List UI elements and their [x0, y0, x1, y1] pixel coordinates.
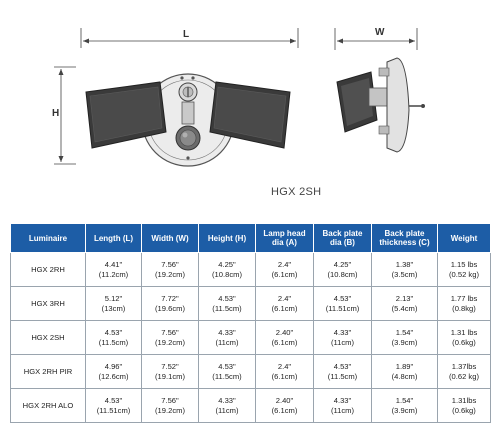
cell-metric-value: (0.6kg)	[452, 337, 476, 347]
spec-cell	[86, 389, 142, 423]
spec-cell	[372, 287, 438, 321]
spec-cell	[199, 287, 256, 321]
cell-metric-value: (11.5cm)	[98, 337, 129, 347]
cell-metric-value: (6.1cm)	[271, 269, 298, 279]
cell-metric-value: (4.8cm)	[391, 371, 418, 381]
cell-metric-value: (0.52 kg)	[449, 269, 479, 279]
column-header-text: Back plate	[384, 229, 425, 238]
column-header	[11, 224, 86, 253]
cell-value: 2.40"	[275, 395, 294, 405]
spec-cell	[86, 287, 142, 321]
spec-cell	[142, 287, 199, 321]
cell-metric-value: (6.1cm)	[271, 303, 298, 313]
height-label: H	[52, 108, 60, 119]
cell-metric-value: (10.8cm)	[327, 269, 358, 279]
cell-metric-value: (3.5cm)	[391, 269, 418, 279]
front-view-drawing	[48, 20, 308, 195]
spec-cell	[438, 287, 491, 321]
spec-cell	[314, 287, 372, 321]
table-row	[11, 355, 491, 389]
column-header	[142, 224, 199, 253]
column-header	[256, 224, 314, 253]
table-header-row	[11, 224, 491, 253]
cell-value: 4.33"	[333, 327, 352, 337]
spec-cell	[142, 355, 199, 389]
spec-cell	[256, 389, 314, 423]
cell-metric-value: (0.6kg)	[452, 405, 476, 415]
cell-value: 4.53"	[218, 361, 236, 371]
width-label: W	[375, 27, 385, 38]
cell-value: 2.13"	[395, 293, 414, 303]
column-header-text: dia (B)	[330, 238, 355, 247]
cell-metric-value: (11.2cm)	[98, 269, 129, 279]
cell-value: 4.41"	[104, 259, 123, 269]
cell-value: 7.56"	[161, 259, 179, 269]
cell-metric-value: (11cm)	[330, 337, 355, 347]
cell-metric-value: (0.8kg)	[452, 303, 476, 313]
spec-cell	[86, 253, 142, 287]
cell-metric-value: (13cm)	[101, 303, 126, 313]
column-header-text: Height (H)	[207, 233, 247, 243]
side-back-plate	[387, 58, 409, 152]
spec-cell	[142, 253, 199, 287]
spec-cell	[256, 253, 314, 287]
spec-cell	[372, 389, 438, 423]
spec-cell	[314, 321, 372, 355]
cell-value: 4.25"	[333, 259, 352, 269]
cell-value: 5.12"	[104, 293, 123, 303]
cell-value: 4.53"	[218, 293, 236, 303]
cell-value: 4.53"	[333, 361, 352, 371]
cell-metric-value: (6.1cm)	[271, 337, 298, 347]
cell-value: 1.31lbs	[451, 395, 477, 405]
cell-metric-value: (3.9cm)	[391, 405, 418, 415]
column-header	[86, 224, 142, 253]
cell-metric-value: (19.6cm)	[155, 303, 185, 313]
spec-cell	[256, 287, 314, 321]
luminaire-cell	[11, 321, 86, 355]
cell-metric-value: (0.62 kg)	[449, 371, 479, 381]
cell-value: 1.15 lbs	[450, 259, 478, 269]
luminaire-cell	[11, 355, 86, 389]
cell-value: HGX 2RH PIR	[23, 366, 73, 376]
spec-cell	[142, 389, 199, 423]
spec-cell	[372, 355, 438, 389]
luminaire-cell	[11, 287, 86, 321]
cell-value: 1.31 lbs	[450, 327, 478, 337]
cell-value: 1.54"	[395, 395, 414, 405]
cell-value: 4.33"	[218, 395, 236, 405]
cell-value: HGX 3RH	[31, 298, 65, 308]
side-view-drawing	[325, 20, 435, 170]
spec-cell	[142, 321, 199, 355]
column-header	[314, 224, 372, 253]
column-header	[372, 224, 438, 253]
spec-cell	[256, 321, 314, 355]
cell-metric-value: (19.2cm)	[155, 337, 185, 347]
spec-cell	[199, 389, 256, 423]
spec-cell	[86, 355, 142, 389]
column-header-text: Width (W)	[151, 233, 189, 243]
front-view-svg	[48, 20, 308, 190]
column-header-text: dia (A)	[272, 238, 297, 247]
cell-value: 1.54"	[395, 327, 414, 337]
spec-cell	[199, 355, 256, 389]
length-label: L	[183, 29, 190, 40]
cell-value: 4.33"	[333, 395, 352, 405]
spec-cell	[314, 355, 372, 389]
cell-metric-value: (6.1cm)	[271, 405, 298, 415]
column-header-text: Luminaire	[28, 233, 68, 243]
spec-cell	[199, 321, 256, 355]
spec-cell	[199, 253, 256, 287]
cell-value: 2.4"	[277, 259, 292, 269]
cell-value: 4.53"	[104, 327, 123, 337]
spec-cell	[438, 321, 491, 355]
side-view-svg	[325, 20, 435, 165]
cell-value: 2.4"	[277, 293, 292, 303]
table-body	[11, 253, 491, 423]
model-caption: HGX 2SH	[271, 186, 322, 198]
spec-cell	[256, 355, 314, 389]
length-dimension	[81, 28, 298, 48]
cell-value: 7.52"	[161, 361, 179, 371]
table-row	[11, 321, 491, 355]
cell-metric-value: (5.4cm)	[391, 303, 418, 313]
table-row	[11, 287, 491, 321]
cell-metric-value: (11.5cm)	[212, 303, 242, 313]
cell-metric-value: (19.1cm)	[155, 371, 185, 381]
cell-metric-value: (11.51cm)	[96, 405, 131, 415]
cell-value: 1.77 lbs	[450, 293, 478, 303]
table-row	[11, 253, 491, 287]
cell-value: 7.72"	[161, 293, 179, 303]
spec-cell	[86, 321, 142, 355]
spec-table	[10, 223, 491, 423]
column-header	[199, 224, 256, 253]
cell-metric-value: (11.51cm)	[325, 303, 360, 313]
column-header-text: Weight	[450, 233, 478, 243]
luminaire-cell	[11, 389, 86, 423]
cell-value: HGX 2RH ALO	[22, 400, 74, 410]
column-header-text: thickness (C)	[379, 238, 430, 247]
cell-value: 4.33"	[218, 327, 236, 337]
cell-value: 1.38"	[395, 259, 414, 269]
cell-metric-value: (11cm)	[215, 405, 239, 415]
spec-cell	[372, 253, 438, 287]
cell-value: HGX 2RH	[31, 264, 65, 274]
cell-value: 4.25"	[218, 259, 236, 269]
cell-value: 1.89"	[395, 361, 414, 371]
spec-cell	[372, 321, 438, 355]
spec-cell	[438, 355, 491, 389]
cell-value: 2.40"	[275, 327, 294, 337]
column-header-text: Lamp head	[263, 229, 306, 238]
cell-metric-value: (10.8cm)	[212, 269, 242, 279]
cell-value: 4.53"	[104, 395, 123, 405]
cell-metric-value: (19.2cm)	[155, 405, 185, 415]
spec-cell	[438, 253, 491, 287]
cell-metric-value: (11cm)	[215, 337, 239, 347]
spec-cell	[438, 389, 491, 423]
cell-metric-value: (11.5cm)	[212, 371, 242, 381]
cell-value: 7.56"	[161, 327, 179, 337]
cell-metric-value: (11.5cm)	[327, 371, 358, 381]
cell-value: 4.96"	[104, 361, 123, 371]
cell-metric-value: (19.2cm)	[155, 269, 185, 279]
spec-cell	[314, 389, 372, 423]
column-header	[438, 224, 491, 253]
cell-value: 1.37lbs	[451, 361, 477, 371]
cell-metric-value: (12.6cm)	[98, 371, 129, 381]
column-header-text: Length (L)	[93, 233, 134, 243]
table-row	[11, 389, 491, 423]
cell-metric-value: (11cm)	[330, 405, 355, 415]
cell-value: HGX 2SH	[31, 332, 65, 342]
column-header-text: Back plate	[322, 229, 363, 238]
cell-value: 2.4"	[277, 361, 292, 371]
spec-cell	[314, 253, 372, 287]
luminaire-cell	[11, 253, 86, 287]
cell-value: 7.56"	[161, 395, 179, 405]
cell-value: 4.53"	[333, 293, 352, 303]
cell-metric-value: (6.1cm)	[271, 371, 298, 381]
cell-metric-value: (3.9cm)	[391, 337, 418, 347]
